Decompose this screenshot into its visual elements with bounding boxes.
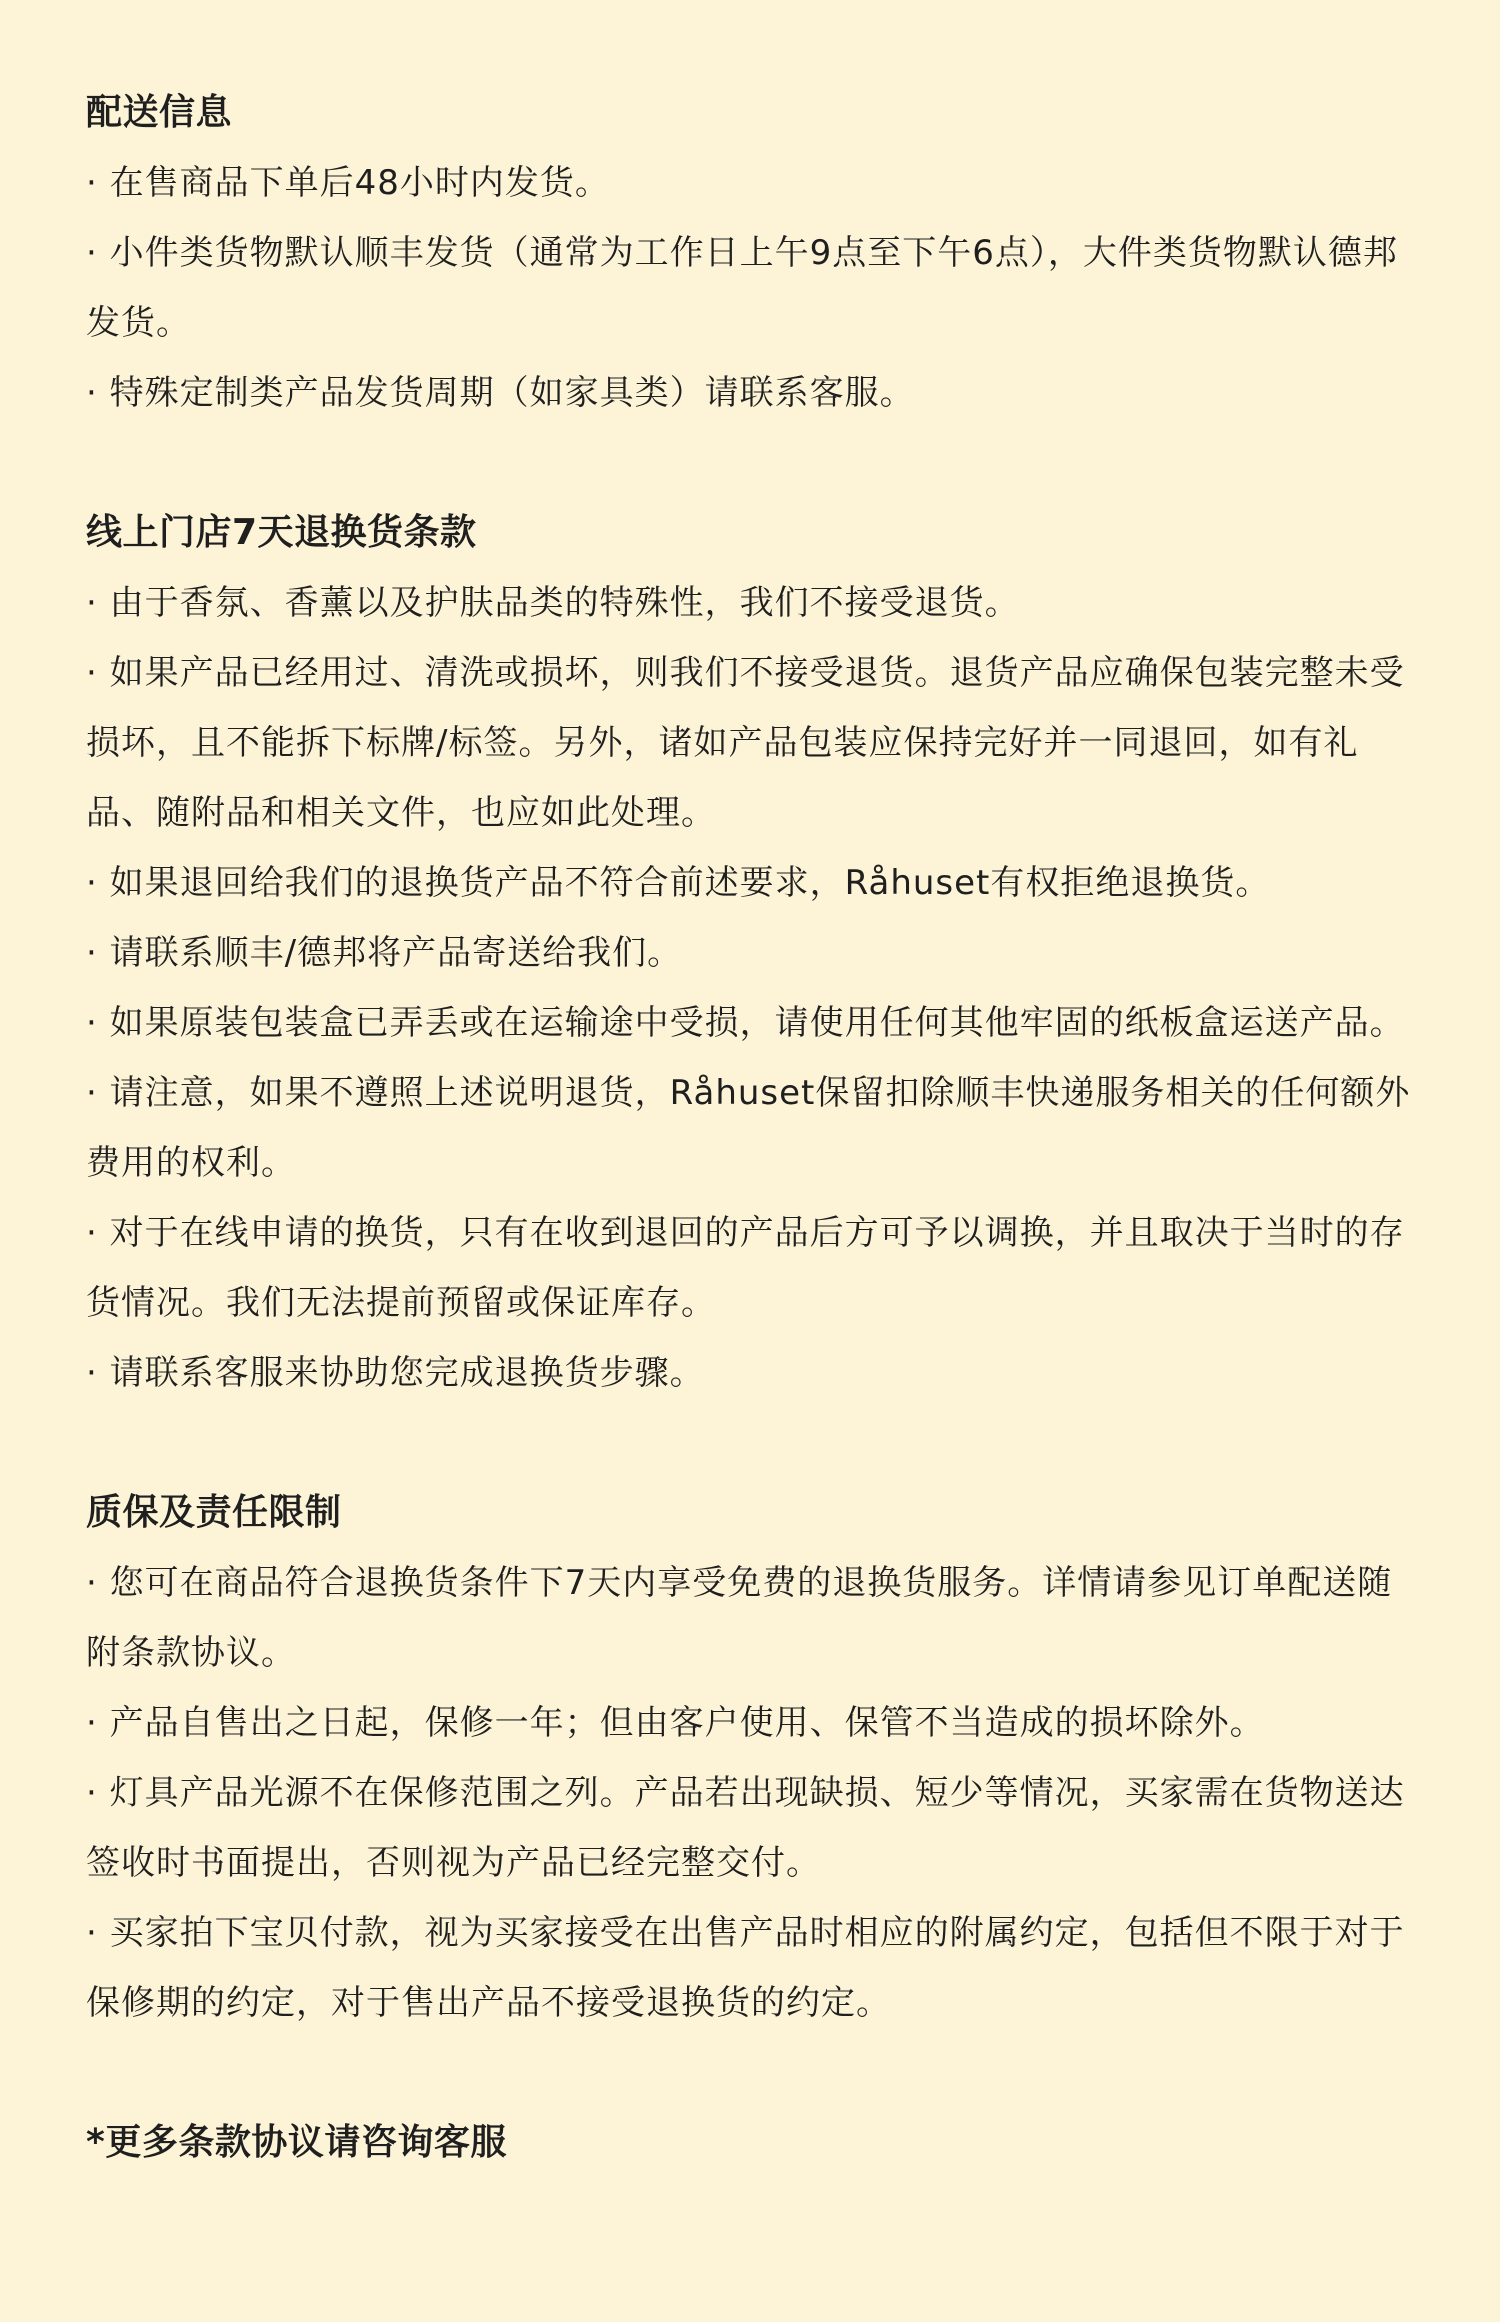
returns-item: · 请联系客服来协助您完成退换货步骤。: [86, 1353, 705, 1393]
returns-item: · 如果退回给我们的退换货产品不符合前述要求，Råhuset有权拒绝退换货。: [86, 863, 1271, 903]
delivery-item: · 小件类货物默认顺丰发货（通常为工作日上午9点至下午6点），大件类货物默认德邦发货。: [86, 233, 1398, 343]
warranty-item: · 灯具产品光源不在保修范围之列。产品若出现缺损、短少等情况，买家需在货物送达签收时书面提出，否则视为产品已经完整交付。: [86, 1773, 1405, 1883]
returns-item: · 请联系顺丰/德邦将产品寄送给我们。: [86, 933, 683, 973]
warranty-item: · 买家拍下宝贝付款，视为买家接受在出售产品时相应的附属约定，包括但不限于对于保修期的约定，对于售出产品不接受退换货的约定。: [86, 1913, 1405, 2023]
warranty-item: · 产品自售出之日起，保修一年；但由客户使用、保管不当造成的损坏除外。: [86, 1703, 1265, 1743]
returns-item: · 如果产品已经用过、清洗或损坏，则我们不接受退货。退货产品应确保包装完整未受损坏，且不能拆下标牌/标签。另外，诸如产品包装应保持完好并一同退回，如有礼品、随附品和相关文件，也应如此处理。: [86, 653, 1405, 833]
returns-item: · 如果原装包装盒已弄丢或在运输途中受损，请使用任何其他牢固的纸板盒运送产品。: [86, 1003, 1405, 1043]
delivery-item: · 在售商品下单后48小时内发货。: [86, 163, 610, 203]
customer-service-note: *更多条款协议请咨询客服: [86, 2122, 507, 2163]
returns-item: · 由于香氛、香薰以及护肤品类的特殊性，我们不接受退货。: [86, 583, 1020, 623]
returns-title: 线上门店7天退换货条款: [86, 512, 477, 553]
delivery-item: · 特殊定制类产品发货周期（如家具类）请联系客服。: [86, 373, 915, 413]
returns-item: · 请注意，如果不遵照上述说明退货，Råhuset保留扣除顺丰快递服务相关的任何额外费用的权利。: [86, 1073, 1411, 1183]
delivery-title: 配送信息: [86, 92, 233, 133]
warranty-section: [86, 1478, 1414, 2038]
warranty-title: 质保及责任限制: [86, 1492, 342, 1533]
returns-section: [86, 498, 1414, 1408]
delivery-section: [86, 78, 1414, 428]
warranty-item: · 您可在商品符合退换货条件下7天内享受免费的退换货服务。详情请参见订单配送随附条款协议。: [86, 1563, 1393, 1673]
returns-item: · 对于在线申请的换货，只有在收到退回的产品后方可予以调换，并且取决于当时的存货情况。我们无法提前预留或保证库存。: [86, 1213, 1405, 1323]
